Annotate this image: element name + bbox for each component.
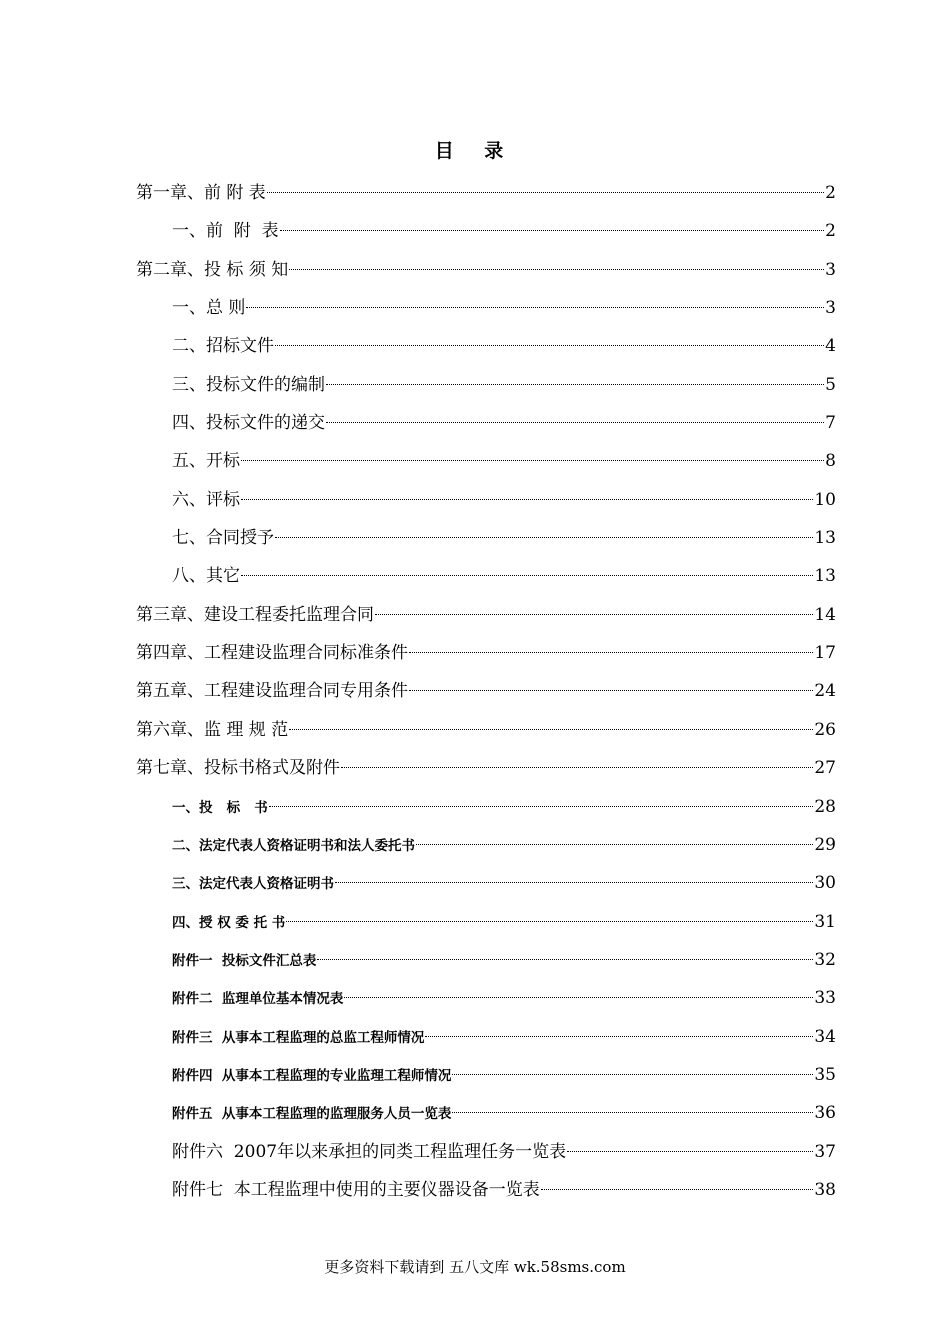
toc-entry[interactable] [136, 941, 836, 979]
toc-entry[interactable] [136, 1018, 836, 1056]
toc-entry[interactable] [136, 174, 836, 212]
toc-dot-leader [452, 1112, 813, 1113]
toc-dot-leader [326, 422, 824, 423]
toc-entry[interactable] [136, 212, 836, 250]
toc-entry[interactable] [136, 711, 836, 749]
toc-entry[interactable] [136, 1133, 836, 1171]
toc-dot-leader [335, 882, 813, 883]
toc-entry-page-number: 17 [814, 643, 836, 664]
toc-entry-page-number: 37 [814, 1141, 836, 1162]
toc-entry-label: 第一章、前 附 表 [136, 183, 266, 203]
toc-dot-leader [275, 537, 813, 538]
toc-entry-page-number: 29 [814, 834, 836, 855]
footer-note: 更多资料下载请到 五八文库 wk.58sms.com [324, 1258, 626, 1276]
toc-entry[interactable] [136, 366, 836, 404]
toc-entry-page-number: 2 [825, 183, 836, 203]
toc-entry-page-number: 34 [814, 1026, 836, 1047]
toc-entry[interactable] [136, 634, 836, 672]
toc-dot-leader [289, 269, 824, 270]
toc-entry-label: 附件七 本工程监理中使用的主要仪器设备一览表 [172, 1179, 540, 1200]
toc-entry-page-number: 7 [825, 413, 836, 434]
toc-entry-label: 八、其它 [172, 566, 240, 587]
toc-entry-page-number: 35 [814, 1064, 836, 1085]
toc-entry-page-number: 28 [814, 796, 836, 817]
toc-entry[interactable] [136, 903, 836, 941]
toc-entry-page-number: 3 [825, 259, 836, 280]
toc-entry[interactable] [136, 672, 836, 710]
toc-entry-page-number: 38 [814, 1179, 836, 1200]
toc-entry[interactable] [136, 289, 836, 327]
toc-entry-page-number: 10 [814, 489, 836, 510]
toc-entry[interactable] [136, 442, 836, 480]
toc-dot-leader [452, 1074, 813, 1075]
toc-entry-label: 第六章、监 理 规 范 [136, 719, 289, 740]
toc-entry-page-number: 8 [825, 451, 836, 472]
toc-entry-page-number: 5 [825, 374, 836, 395]
toc-dot-leader [344, 997, 813, 998]
toc-entry-label: 四、授 权 委 托 书 [172, 914, 286, 931]
toc-entry-page-number: 30 [814, 873, 836, 894]
toc-entry-label: 第七章、投标书格式及附件 [136, 758, 340, 779]
toc-entry-page-number: 13 [814, 566, 836, 587]
toc-dot-leader [317, 959, 813, 960]
toc-entry-page-number: 27 [814, 758, 836, 779]
toc-entry-label: 附件三 从事本工程监理的总监工程师情况 [172, 1029, 425, 1046]
toc-entry-page-number: 32 [814, 949, 836, 970]
toc-entry-label: 二、法定代表人资格证明书和法人委托书 [172, 837, 415, 854]
toc-entry-page-number: 24 [814, 681, 836, 702]
toc-entry-label: 附件二 监理单位基本情况表 [172, 991, 344, 1008]
toc-entry[interactable] [136, 557, 836, 595]
toc-entry-page-number: 36 [814, 1103, 836, 1124]
toc-entry-label: 一、投 标 书 [172, 799, 268, 816]
toc-entry[interactable] [136, 788, 836, 826]
toc-dot-leader [241, 460, 824, 461]
page-title: 目 录 [434, 140, 516, 162]
toc-entry-page-number: 2 [825, 221, 836, 242]
toc-entry[interactable] [136, 596, 836, 634]
toc-entry[interactable] [136, 1056, 836, 1094]
toc-entry[interactable] [136, 251, 836, 289]
toc-dot-leader [409, 652, 813, 653]
toc-entry-page-number: 26 [814, 719, 836, 740]
toc-entry-label: 第四章、工程建设监理合同标准条件 [136, 643, 408, 664]
toc-entry-label: 附件一 投标文件汇总表 [172, 952, 317, 969]
toc-dot-leader [241, 575, 813, 576]
toc-dot-leader [409, 690, 813, 691]
toc-dot-leader [541, 1189, 814, 1190]
toc-entry-label: 五、开标 [172, 451, 240, 472]
toc-entry-label: 二、招标文件 [172, 336, 274, 357]
toc-dot-leader [289, 729, 813, 730]
toc-entry-label: 四、投标文件的递交 [172, 413, 325, 434]
toc-entry-label: 第三章、建设工程委托监理合同 [136, 604, 374, 625]
toc-dot-leader [416, 844, 813, 845]
toc-entry-label: 附件六 2007年以来承担的同类工程监理任务一览表 [172, 1141, 567, 1162]
toc-entry-page-number: 33 [814, 988, 836, 1009]
toc-entry-label: 三、投标文件的编制 [172, 374, 325, 395]
toc-entry-label: 附件五 从事本工程监理的监理服务人员一览表 [172, 1106, 452, 1123]
toc-dot-leader [425, 1036, 813, 1037]
toc-entry[interactable] [136, 749, 836, 787]
toc-entry-label: 三、法定代表人资格证明书 [172, 876, 334, 893]
toc-entry[interactable] [136, 404, 836, 442]
toc-dot-leader [375, 614, 813, 615]
toc-entry-page-number: 31 [814, 911, 836, 932]
toc-entry-page-number: 4 [825, 336, 836, 357]
toc-entry[interactable] [136, 864, 836, 902]
toc-dot-leader [275, 345, 824, 346]
toc-entry-label: 一、总 则 [172, 298, 246, 319]
toc-entry[interactable] [136, 481, 836, 519]
toc-entry[interactable] [136, 979, 836, 1017]
toc-entry-label: 附件四 从事本工程监理的专业监理工程师情况 [172, 1067, 452, 1084]
toc-entry-label: 六、评标 [172, 489, 240, 510]
toc-entry-label: 第五章、工程建设监理合同专用条件 [136, 681, 408, 702]
toc-dot-leader [326, 384, 824, 385]
toc-entry[interactable] [136, 1094, 836, 1132]
toc-dot-leader [246, 307, 824, 308]
toc-dot-leader [269, 806, 814, 807]
toc-dot-leader [241, 499, 813, 500]
toc-dot-leader [567, 1151, 813, 1152]
toc-entry[interactable] [136, 1171, 836, 1209]
toc-entry-page-number: 3 [825, 298, 836, 319]
toc-dot-leader [286, 921, 813, 922]
toc-entry[interactable] [136, 519, 836, 557]
toc-dot-leader [341, 767, 813, 768]
toc-dot-leader [267, 192, 824, 193]
toc-entry-label: 七、合同授予 [172, 528, 274, 549]
toc-entry-label: 第二章、投 标 须 知 [136, 259, 289, 280]
toc-entry[interactable] [136, 327, 836, 365]
toc-entry[interactable] [136, 826, 836, 864]
toc-entry-page-number: 14 [814, 604, 836, 625]
toc-entry-page-number: 13 [814, 528, 836, 549]
toc-dot-leader [280, 230, 825, 231]
table-of-contents [136, 174, 836, 1209]
toc-entry-label: 一、前 附 表 [172, 221, 279, 242]
